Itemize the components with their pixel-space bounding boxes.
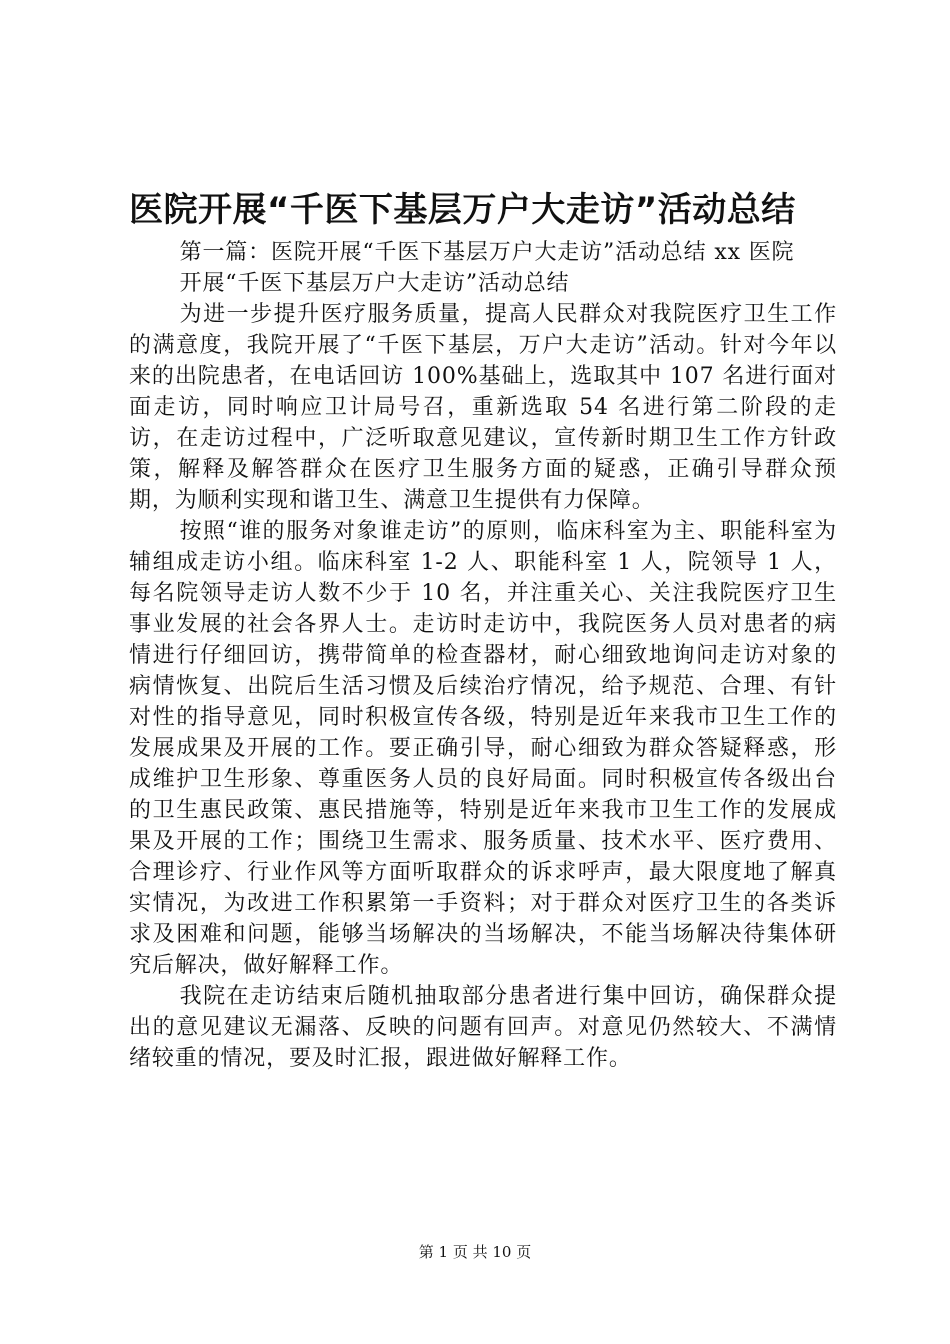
subtitle: 开展“千医下基层万户大走访”活动总结 bbox=[179, 271, 570, 296]
paragraph: 按照“谁的服务对象谁走访”的原则，临床科室为主、职能科室为辅组成走访小组。临床科室 1-2 人、职能科室 1 人，院领导 1 人，每名院领导走访人数不少于 10 名，并注重关心、关注我院医疗卫生事业发展的社会各界人士。走访时走访中，我院医务人员对患者的病情进行仔细回访，携带简单的检查器材，耐心细致地询问走访对象的病情恢复、出院后生活习惯及后续治疗情况，给予规范、合理、有针对性的指导意见，同时积极宣传各级，特别是近年来我市卫生工作的发展成果及开展的工作。要正确引导，耐心细致为群众答疑释惑，形成维护卫生形象、尊重医务人员的良好局面。同时积极宣传各级出台的卫生惠民政策、惠民措施等，特别是近年来我市卫生工作的发展成果及开展的工作；围绕卫生需求、服务质量、技术水平、医疗费用、合理诊疗、行业作风等方面听取群众的诉求呼声，最大限度地了解真实情况，为改进工作积累第一手资料；对于群众对医疗卫生的各类诉求及困难和问题，能够当场解决的当场解决，不能当场解决待集体研究后解决，做好解释工作。 bbox=[129, 519, 837, 978]
paragraph: 为进一步提升医疗服务质量，提高人民群众对我院医疗卫生工作的满意度，我院开展了“千医下基层，万户大走访”活动。针对今年以来的出院患者，在电话回访 100%基础上，选取其中 107 名进行面对面走访，同时响应卫计局号召，重新选取 54 名进行第二阶段的走访，在走访过程中，广泛听取意见建议，宣传新时期卫生工作方针政策，解释及解答群众在医疗卫生服务方面的疑惑，正确引导群众预期，为顺利实现和谐卫生、满意卫生提供有力保障。 bbox=[129, 302, 837, 513]
paragraph: 我院在走访结束后随机抽取部分患者进行集中回访，确保群众提出的意见建议无漏落、反映的问题有回声。对意见仍然较大、不满情绪较重的情况，要及时汇报，跟进做好解释工作。 bbox=[129, 984, 837, 1071]
page-footer: 第 1 页 共 10 页 bbox=[418, 1243, 532, 1261]
document-body bbox=[129, 237, 837, 1074]
document-title: 医院开展“千医下基层万户大走访”活动总结 bbox=[129, 190, 796, 230]
section-heading: 第一篇：医院开展“千医下基层万户大走访”活动总结 xx 医院 bbox=[179, 240, 795, 265]
